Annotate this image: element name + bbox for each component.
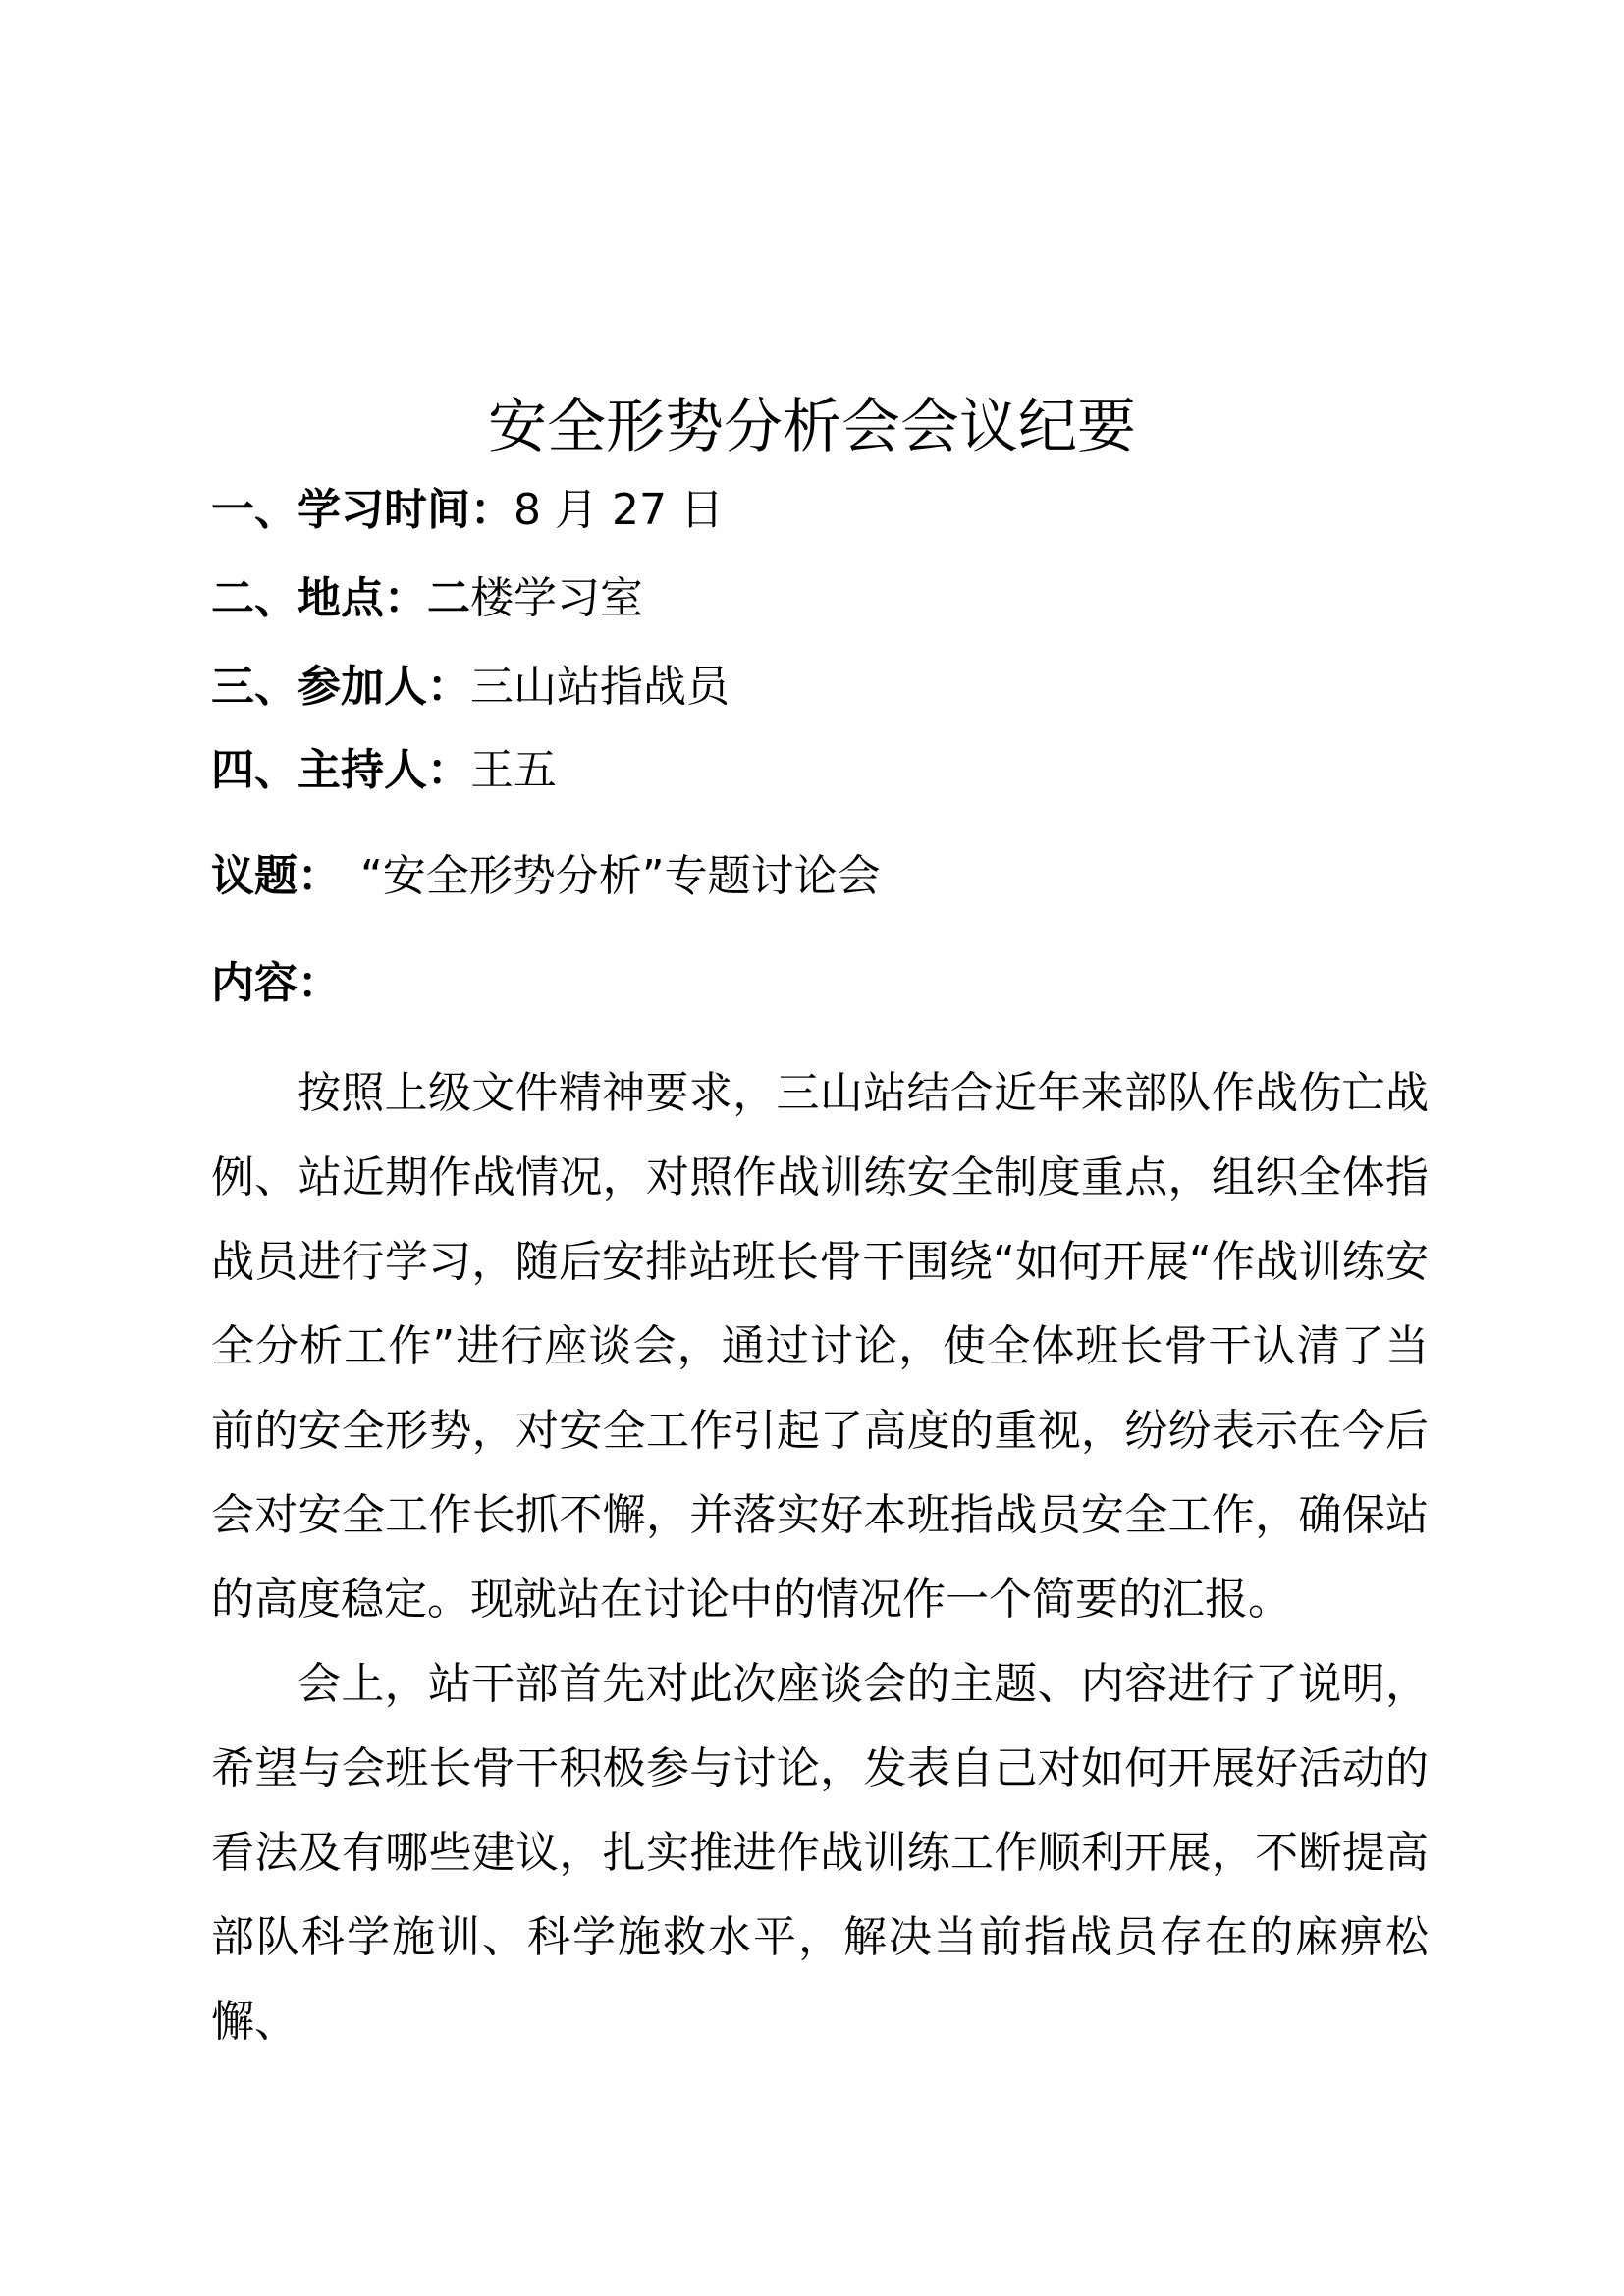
field-topic bbox=[211, 847, 881, 906]
field-host bbox=[211, 741, 557, 800]
field-participants-label: 三、参加人： bbox=[211, 662, 470, 712]
body-paragraph-1: 按照上级文件精神要求，三山站结合近年来部队作战伤亡战例、站近期作战情况，对照作战训练安全制度重点，组织全体指战员进行学习，随后安排站班长骨干围绕“如何开展“作战训练安全分析工作”进行座谈会，通过讨论，使全体班长骨干认清了当前的安全形势，对安全工作引起了高度的重视，纷纷表示在今后会对安全工作长抓不懈，并落实好本班指战员安全工作，确保站的高度稳定。现就站在讨论中的情况作一个简要的汇报。 bbox=[211, 1068, 1429, 1625]
field-content bbox=[211, 954, 341, 1013]
field-location-value: 楼学习室 bbox=[470, 573, 643, 623]
field-time-value: 8 月 27 日 bbox=[514, 485, 724, 535]
field-location-label: 二、地点：二 bbox=[211, 573, 470, 623]
field-location bbox=[211, 569, 643, 628]
field-topic-value: “安全形势分析”专题讨论会 bbox=[360, 851, 881, 901]
field-host-value: 王五 bbox=[470, 745, 557, 795]
field-content-label: 内容： bbox=[211, 958, 341, 1008]
body-paragraph-2: 会上，站干部首先对此次座谈会的主题、内容进行了说明，希望与会班长骨干积极参与讨论，发表自己对如何开展好活动的看法及有哪些建议，扎实推进作战训练工作顺利开展，不断提高部队科学施训、科学施救水平，解决当前指战员存在的麻痹松懈、 bbox=[211, 1659, 1429, 2047]
field-time bbox=[211, 481, 724, 540]
field-host-label: 四、主持人： bbox=[211, 745, 470, 795]
field-topic-label: 议题： bbox=[211, 851, 341, 901]
field-participants bbox=[211, 658, 730, 717]
field-participants-value: 三山站指战员 bbox=[470, 662, 730, 712]
field-time-label: 一、学习时间： bbox=[211, 485, 514, 535]
document-title: 安全形势分析会会议纪要 bbox=[488, 393, 1136, 461]
